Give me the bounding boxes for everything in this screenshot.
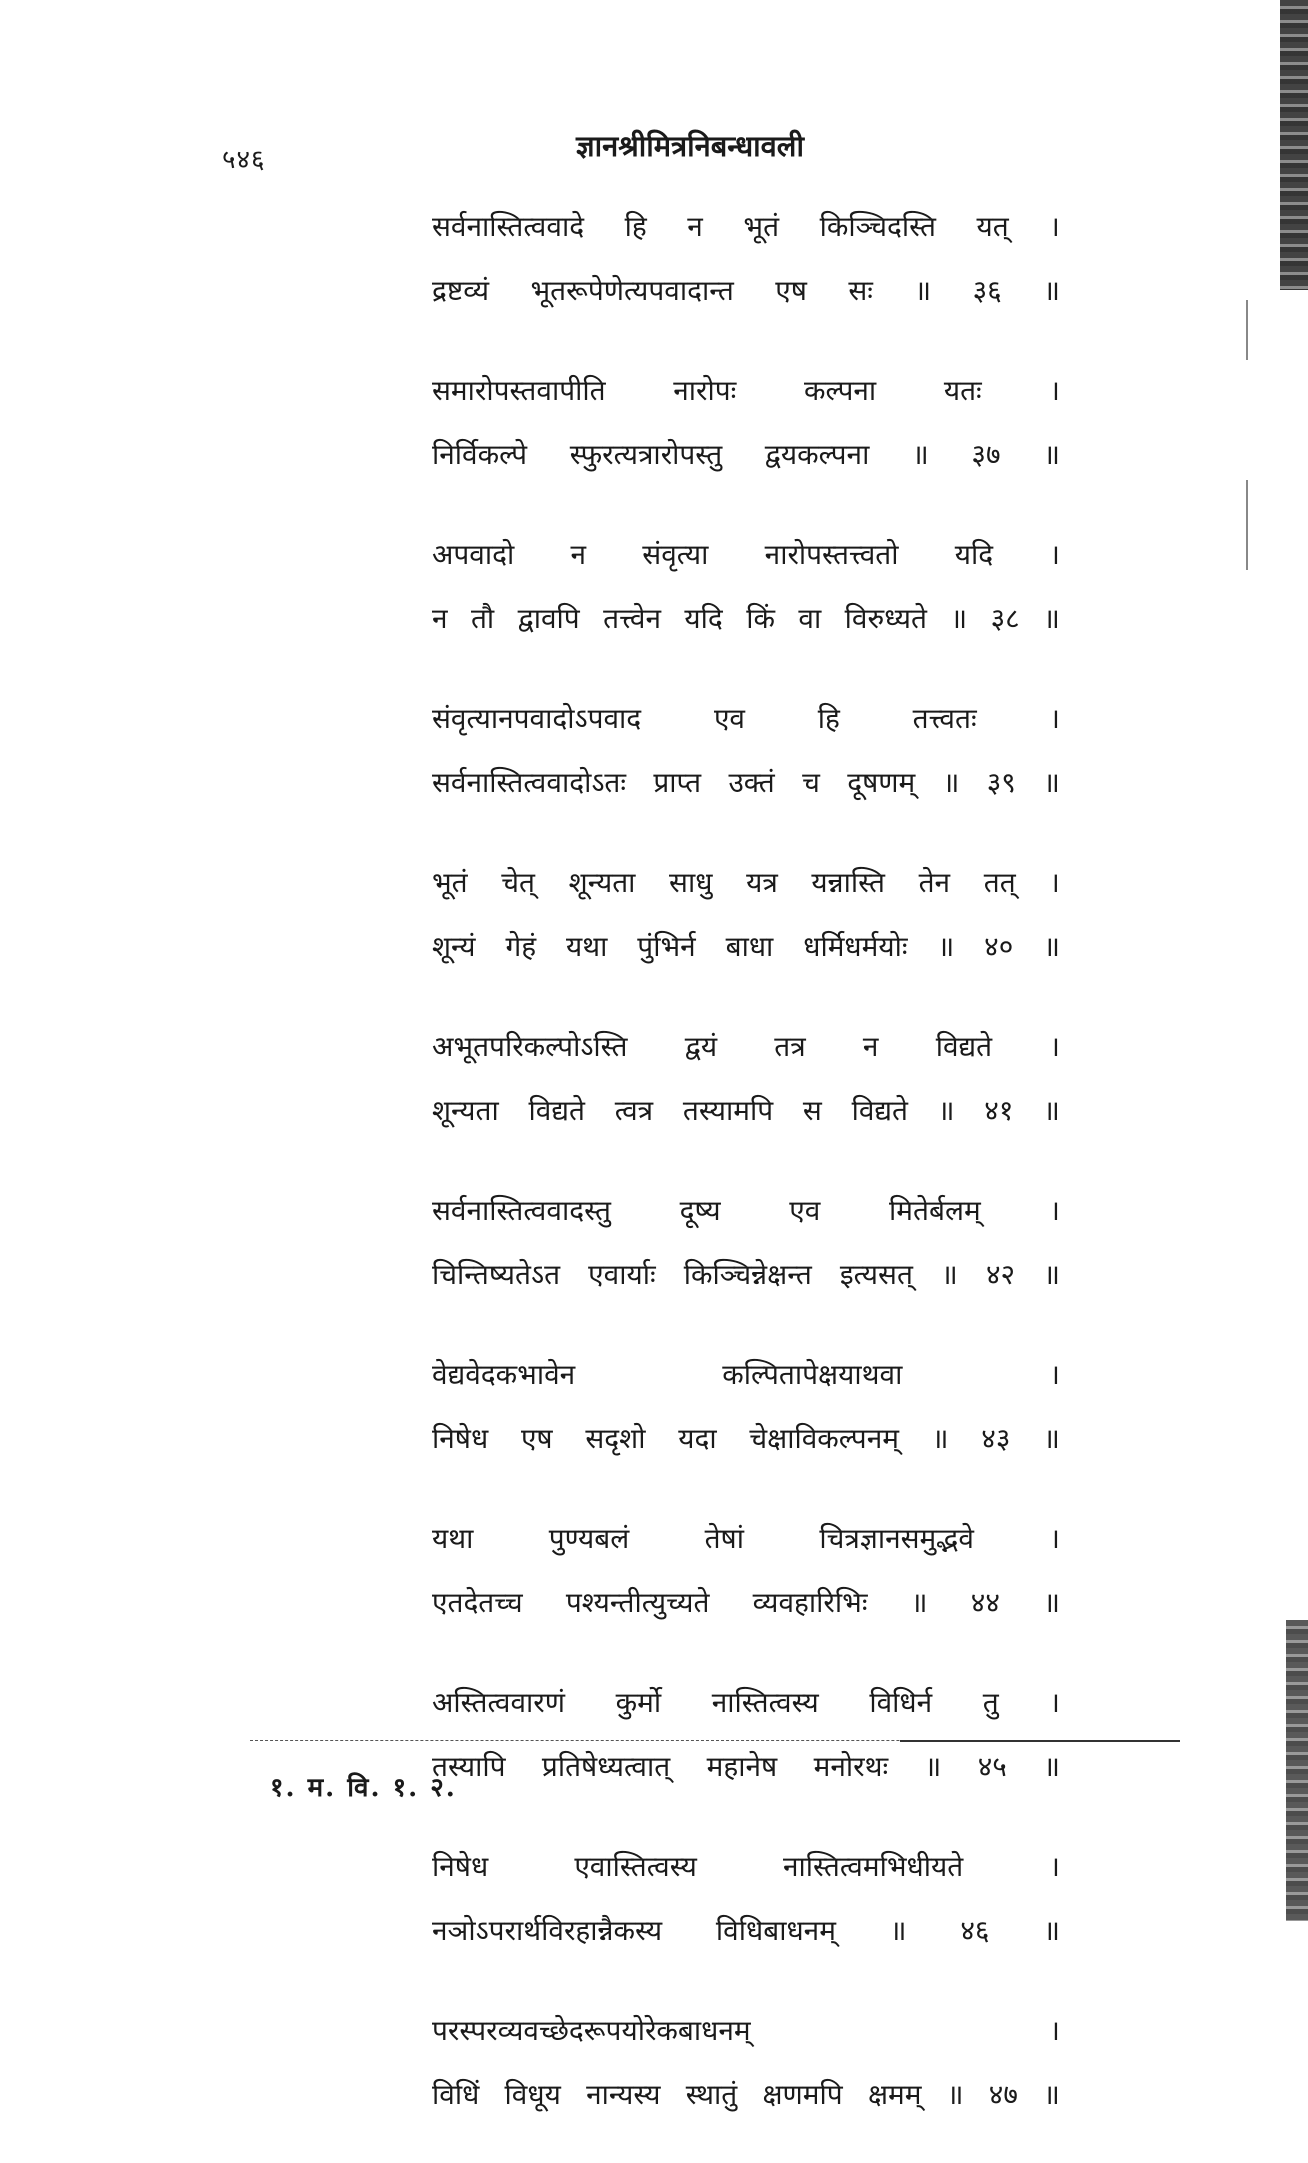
verse-line xyxy=(432,1407,1060,1471)
verse-line xyxy=(432,1735,1060,1799)
verse-46 xyxy=(432,1835,1060,1963)
verse-word: । xyxy=(1049,1358,1060,1391)
verse-word: नास्तित्वस्य xyxy=(711,1686,819,1719)
verse-40 xyxy=(432,851,1060,979)
verse-word: मितेर्बलम् xyxy=(889,1194,981,1227)
verse-word: भूतं xyxy=(432,866,468,899)
verse-word: ४४ xyxy=(970,1586,1000,1619)
verse-word: स्थातुं xyxy=(685,2078,738,2111)
verse-line xyxy=(432,851,1060,915)
verse-line xyxy=(432,1507,1060,1571)
verse-line xyxy=(432,259,1060,323)
verse-word: ॥ xyxy=(1043,930,1060,963)
verse-word: संवृत्यानपवादोऽपवाद xyxy=(432,702,642,735)
verse-41 xyxy=(432,1015,1060,1143)
verse-word: तत्त्वतः xyxy=(912,702,977,735)
verse-word: तौ xyxy=(470,602,495,635)
verse-word: पुण्यबलं xyxy=(548,1522,630,1555)
verse-word: तु xyxy=(982,1686,999,1719)
verse-word: मनोरथः xyxy=(813,1750,889,1783)
verse-line xyxy=(432,1899,1060,1963)
verse-word: एवार्याः xyxy=(588,1258,656,1291)
verse-37 xyxy=(432,359,1060,487)
scan-artifact xyxy=(1246,300,1248,360)
verse-word: अपवादो xyxy=(432,538,515,571)
verse-word: सदृशो xyxy=(585,1422,646,1455)
verse-line xyxy=(432,423,1060,487)
verse-word: कल्पितापेक्षयाथवा xyxy=(722,1358,903,1391)
verse-word: ४२ xyxy=(985,1258,1016,1291)
verse-word: यत् xyxy=(976,210,1009,243)
verse-word: चेक्षाविकल्पनम् xyxy=(749,1422,899,1455)
verse-word: ॥ xyxy=(937,1094,955,1127)
verse-word: । xyxy=(1049,866,1060,899)
verse-word: एव xyxy=(789,1194,821,1227)
verse-word: ॥ xyxy=(1043,438,1060,471)
verse-line xyxy=(432,1571,1060,1635)
verse-line xyxy=(432,1243,1060,1307)
verse-word: विधिं xyxy=(432,2078,480,2111)
verse-word: निषेध xyxy=(432,1422,489,1455)
verse-word: द्वयकल्पना xyxy=(764,438,870,471)
verse-line xyxy=(432,751,1060,815)
verse-word: ३९ xyxy=(986,766,1016,799)
verse-word: विरुध्यते xyxy=(844,602,927,635)
verse-word: यदा xyxy=(678,1422,717,1455)
verse-word: विधिबाधनम् xyxy=(715,1914,836,1947)
verse-word: ३६ xyxy=(972,274,1002,307)
verse-word: ॥ xyxy=(942,766,960,799)
verse-line xyxy=(432,1343,1060,1407)
verse-word: ॥ xyxy=(910,1586,928,1619)
verse-word: एतदेतच्च xyxy=(432,1586,523,1619)
verse-line xyxy=(432,359,1060,423)
verse-word: नास्तित्वमभिधीयते xyxy=(782,1850,964,1883)
verse-word: ४० xyxy=(984,930,1014,963)
verse-word: वा xyxy=(798,602,822,635)
verse-word: कल्पना xyxy=(803,374,877,407)
verse-word: भूतरूपेणेत्यपवादान्त xyxy=(530,274,734,307)
verse-word: किञ्चिन्नेक्षन्त xyxy=(683,1258,812,1291)
verse-word: ॥ xyxy=(941,1258,958,1291)
verse-word: ॥ xyxy=(950,602,968,635)
verse-line xyxy=(432,915,1060,979)
verse-word: ॥ xyxy=(946,2078,964,2111)
verse-word: यदि xyxy=(954,538,994,571)
verse-39 xyxy=(432,687,1060,815)
verse-word: निषेध xyxy=(432,1850,489,1883)
verse-word: यत्र xyxy=(746,866,778,899)
verse-word: ३८ xyxy=(990,602,1020,635)
verse-word: विद्यते xyxy=(528,1094,585,1127)
verse-word: । xyxy=(1049,2014,1060,2047)
verse-word: विधूय xyxy=(504,2078,561,2111)
verse-word: ॥ xyxy=(1043,1258,1060,1291)
verse-word: गेहं xyxy=(505,930,537,963)
scan-edge-shadow xyxy=(1286,1620,1308,1921)
verse-word: न xyxy=(570,538,587,571)
verse-word: समारोपस्तवापीति xyxy=(432,374,606,407)
verse-word: कुर्मो xyxy=(615,1686,662,1719)
verse-word: द्रष्टव्यं xyxy=(432,274,490,307)
verse-word: । xyxy=(1049,1194,1060,1227)
verse-word: शून्यता xyxy=(432,1094,499,1127)
verse-word: स xyxy=(802,1094,822,1127)
verse-word: पश्यन्तीत्युच्यते xyxy=(565,1586,710,1619)
verse-word: एव xyxy=(713,702,745,735)
verse-word: ॥ xyxy=(1043,1094,1060,1127)
verse-word: द्वयं xyxy=(684,1030,718,1063)
verse-word: ॥ xyxy=(1043,1914,1060,1947)
verse-word: ३७ xyxy=(971,438,1001,471)
verse-word: यथा xyxy=(432,1522,474,1555)
verse-line xyxy=(432,587,1060,651)
verse-word: ॥ xyxy=(889,1914,907,1947)
verse-word: क्षमम् xyxy=(867,2078,922,2111)
verse-word: चिन्तिष्यतेऽत xyxy=(432,1258,561,1291)
verse-word: । xyxy=(1049,1522,1060,1555)
verse-45 xyxy=(432,1671,1060,1799)
verse-word: । xyxy=(1049,1686,1060,1719)
verse-44 xyxy=(432,1507,1060,1635)
verse-line xyxy=(432,687,1060,751)
verse-word: ॥ xyxy=(1043,766,1060,799)
verse-word: न xyxy=(687,210,703,243)
verse-word: विद्यते xyxy=(851,1094,908,1127)
verse-word: ४३ xyxy=(981,1422,1011,1455)
verse-word: तेन xyxy=(918,866,951,899)
verse-line xyxy=(432,2063,1060,2127)
verse-word: । xyxy=(1049,210,1060,243)
verse-word: स्फुरत्यत्रारोपस्तु xyxy=(569,438,723,471)
verse-word: तेषां xyxy=(704,1522,744,1555)
footnote-divider-solid xyxy=(900,1740,1180,1742)
scan-artifact xyxy=(1246,480,1248,570)
verse-word: साधु xyxy=(669,866,713,899)
verse-word: यथा xyxy=(566,930,608,963)
verse-word: उक्तं xyxy=(728,766,775,799)
verse-line xyxy=(432,1015,1060,1079)
verse-word: । xyxy=(1049,1030,1060,1063)
verse-word: विद्यते xyxy=(935,1030,993,1063)
verse-word: द्वावपि xyxy=(517,602,580,635)
verse-word: नञोऽपरार्थविरहान्नैकस्य xyxy=(432,1914,663,1947)
verse-word: विधिर्न xyxy=(869,1686,933,1719)
verse-word: नारोपस्तत्त्वतो xyxy=(764,538,899,571)
verse-word: नारोपः xyxy=(673,374,737,407)
verse-word: शून्यता xyxy=(568,866,636,899)
verse-word: तस्यापि xyxy=(432,1750,506,1783)
verse-word: च xyxy=(802,766,820,799)
verse-word: चेत् xyxy=(501,866,536,899)
verse-word: परस्परव्यवच्छेदरूपयोरेकबाधनम् xyxy=(432,2014,751,2047)
verse-word: ॥ xyxy=(914,274,932,307)
verse-word: । xyxy=(1049,1850,1060,1883)
verse-word: एष xyxy=(520,1422,553,1455)
verse-word: तत्त्वेन xyxy=(603,602,661,635)
verse-word: तत्र xyxy=(774,1030,806,1063)
verse-38 xyxy=(432,523,1060,651)
footnote: १. म. वि. १. २. xyxy=(270,1773,457,1803)
verse-word: किं xyxy=(746,602,775,635)
verse-word: इत्यसत् xyxy=(839,1258,913,1291)
verse-word: ४५ xyxy=(977,1750,1007,1783)
verse-word: सर्वनास्तित्ववादस्तु xyxy=(432,1194,611,1227)
verse-word: प्रतिषेध्यत्वात् xyxy=(541,1750,671,1783)
verse-word: सः xyxy=(848,274,873,307)
running-title: ज्ञानश्रीमित्रनिबन्धावली xyxy=(576,129,804,163)
verse-word: ॥ xyxy=(931,1422,949,1455)
verse-word: शून्यं xyxy=(432,930,476,963)
verse-word: संवृत्या xyxy=(642,538,709,571)
verse-word: ॥ xyxy=(1043,274,1060,307)
verse-word: ४१ xyxy=(984,1094,1014,1127)
verse-word: ॥ xyxy=(1043,2078,1060,2111)
verse-word: प्राप्त xyxy=(653,766,702,799)
verse-word: भूतं xyxy=(743,210,780,243)
scan-edge-shadow xyxy=(1280,0,1308,290)
verse-word: ४७ xyxy=(988,2078,1018,2111)
verse-line xyxy=(432,1835,1060,1899)
verse-word: पुंभिर्न xyxy=(637,930,696,963)
verse-word: धर्मिधर्मयोः xyxy=(803,930,908,963)
verse-line xyxy=(432,1999,1060,2063)
verse-word: ॥ xyxy=(912,438,929,471)
verse-word: ॥ xyxy=(937,930,955,963)
verse-word: क्षणमपि xyxy=(762,2078,843,2111)
verse-47 xyxy=(432,1999,1060,2127)
verse-word: ॥ xyxy=(1043,1750,1060,1783)
verse-word: हि xyxy=(624,210,647,243)
verse-word: दूषणम् xyxy=(847,766,916,799)
verse-word: । xyxy=(1049,702,1060,735)
verse-line xyxy=(432,1179,1060,1243)
verse-word: हि xyxy=(817,702,840,735)
verse-word: एष xyxy=(775,274,807,307)
verse-word: किञ्चिदस्ति xyxy=(819,210,936,243)
verse-word: न xyxy=(862,1030,879,1063)
verse-word: बाधा xyxy=(725,930,774,963)
verse-36 xyxy=(432,195,1060,323)
verse-word: ॥ xyxy=(924,1750,942,1783)
verse-word: अभूतपरिकल्पोऽस्ति xyxy=(432,1030,628,1063)
verse-line xyxy=(432,195,1060,259)
page-number: ५४६ xyxy=(222,145,266,175)
verse-line xyxy=(432,1671,1060,1735)
verse-word: । xyxy=(1049,538,1060,571)
verse-word: ॥ xyxy=(1043,1586,1060,1619)
verse-word: यदि xyxy=(684,602,723,635)
verse-word: नान्यस्य xyxy=(586,2078,661,2111)
verse-word: ॥ xyxy=(1043,1422,1060,1455)
verse-42 xyxy=(432,1179,1060,1307)
verse-word: तत् xyxy=(983,866,1016,899)
verse-word: ॥ xyxy=(1043,602,1060,635)
verse-word: अस्तित्ववारणं xyxy=(432,1686,566,1719)
verse-word: व्यवहारिभिः xyxy=(752,1586,868,1619)
verse-word: चित्रज्ञानसमुद्भवे xyxy=(819,1522,974,1555)
verse-word: ४६ xyxy=(960,1914,990,1947)
verse-43 xyxy=(432,1343,1060,1471)
verse-word: वेद्यवेदकभावेन xyxy=(432,1358,576,1391)
verse-line xyxy=(432,1079,1060,1143)
verse-block xyxy=(432,195,1060,2163)
verse-word: यतः xyxy=(943,374,982,407)
verse-word: तस्यामपि xyxy=(682,1094,774,1127)
verse-word: सर्वनास्तित्ववादे xyxy=(432,210,585,243)
verse-word: । xyxy=(1049,374,1060,407)
verse-word: न xyxy=(432,602,448,635)
verse-word: एवास्तित्वस्य xyxy=(574,1850,697,1883)
verse-word: यन्नास्ति xyxy=(811,866,885,899)
verse-word: निर्विकल्पे xyxy=(432,438,528,471)
verse-line xyxy=(432,523,1060,587)
verse-word: त्वत्र xyxy=(614,1094,654,1127)
verse-word: दूष्य xyxy=(679,1194,721,1227)
verse-word: महानेष xyxy=(706,1750,778,1783)
verse-word: सर्वनास्तित्ववादोऽतः xyxy=(432,766,627,799)
